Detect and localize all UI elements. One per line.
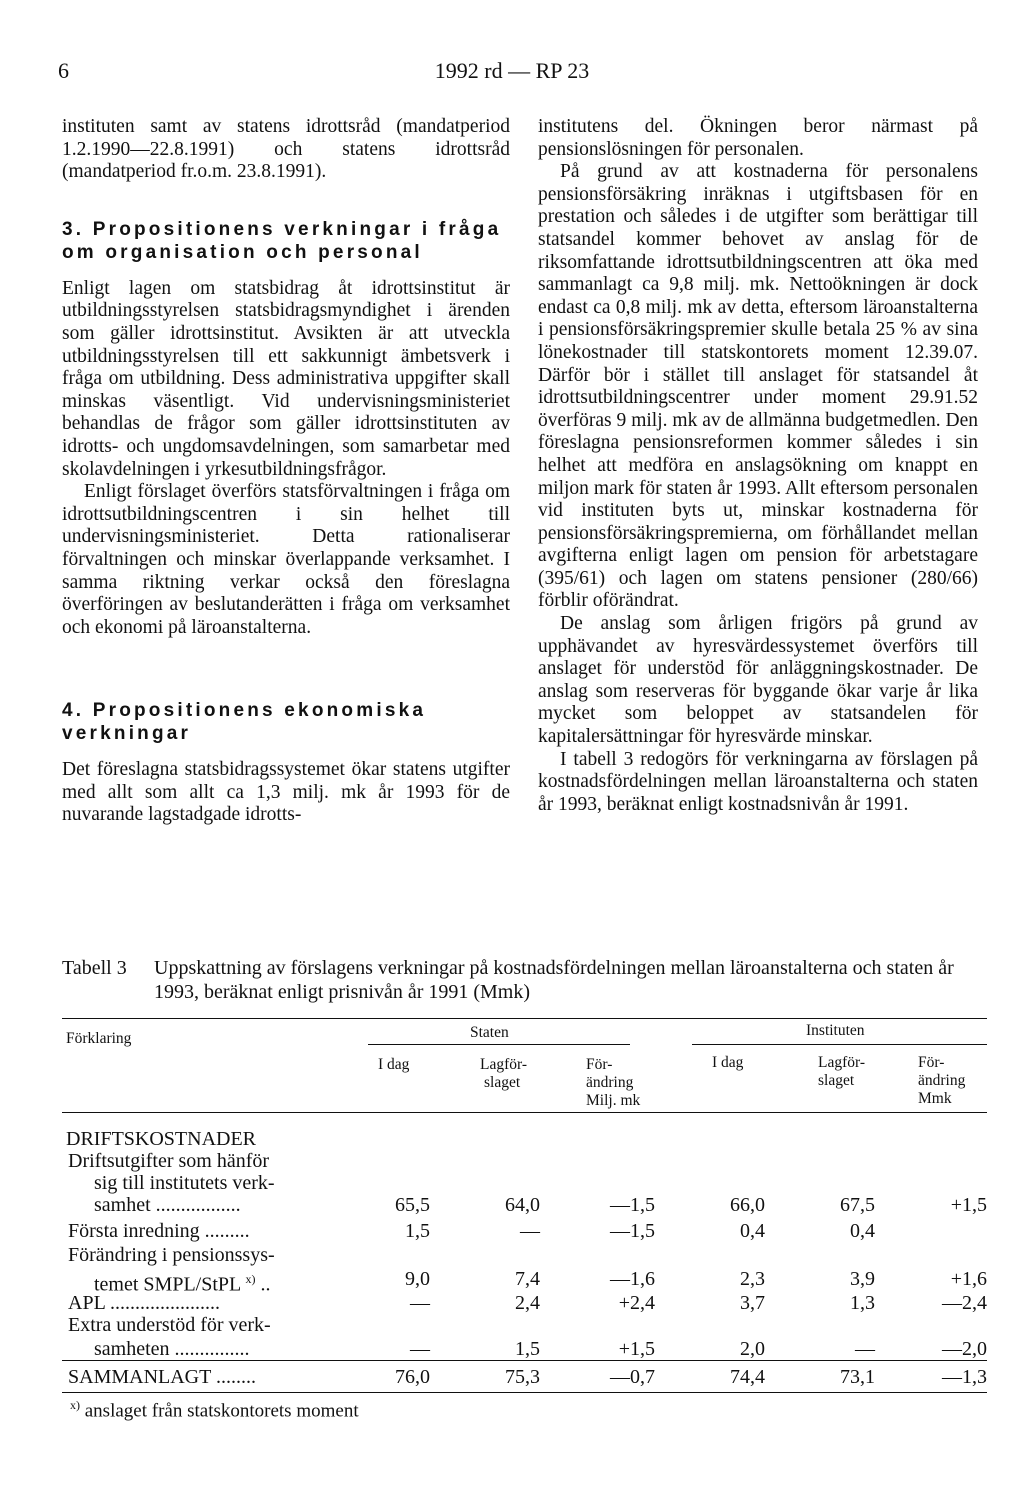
- instituten-lagforslaget-header-2: slaget: [818, 1072, 855, 1089]
- row3-label-dots: ..: [255, 1273, 271, 1296]
- staten-group-rule: [368, 1044, 630, 1045]
- row2-staten-forandring: —1,5: [610, 1220, 655, 1242]
- row3-staten-idag: 9,0: [405, 1268, 430, 1290]
- right-paragraph-3: De anslag som årligen frigörs på grund av upphävandet av hyresvärdessystemet överförs till anslaget för understöd för anläggningskostnader. De anslag som reserveras för byggande ökar varje år lika mycket som beloppet av statsandelen för kapitalersättningar för hyresvärde minskar.: [538, 613, 978, 748]
- row1-staten-lagforslaget: 64,0: [505, 1194, 540, 1216]
- table-caption-text: Uppskattning av förslagens verkningar på kostnadsfördelningen mellan läroanstalterna och staten år 1993, beräknat enligt prisnivån år 1991 (Mmk): [154, 957, 954, 1003]
- row3-staten-forandring: —1,6: [610, 1268, 655, 1290]
- row1-label-line3: samhet .................: [94, 1194, 241, 1216]
- footnote-marker: x): [245, 1272, 256, 1286]
- row5-inst-idag: 2,0: [740, 1338, 765, 1360]
- staten-forandring-header-1: För-: [586, 1056, 613, 1073]
- row1-label-line2: sig till institutets verk-: [94, 1172, 275, 1194]
- staten-forandring-header-2: ändring: [586, 1074, 634, 1091]
- row5-staten-idag: —: [410, 1338, 430, 1360]
- row4-inst-forandring: —2,4: [942, 1292, 987, 1314]
- row5-label-line1: Extra understöd för verk-: [68, 1314, 271, 1336]
- total-inst-forandring: —1,3: [942, 1366, 987, 1388]
- table-label: Tabell 3: [62, 957, 127, 979]
- row2-inst-idag: 0,4: [740, 1220, 765, 1242]
- row4-inst-lagforslaget: 1,3: [850, 1292, 875, 1314]
- right-paragraph-2: På grund av att kostnaderna för personalens pensionsförsäkring inräknas i utgiftsbasen för en prestation och således i de utgifter som berättigar till statsandel kommer behovet av anslag för de riksomfattande idrottsutbildningscentren att öka med sammanlagt ca 9,8 milj. mk. Nettoökningen är dock endast ca 0,8 milj. mk av detta, eftersom läroanstalterna i pensionsförsäkringspremier skulle betala 25 % av sina lönekostnader till statskontorets moment 12.39.07. Därför bör i stället till anslaget för statsandel åt idrottsutbildningscentrer under moment 29.91.52 överföras 9 milj. mk av de allmänna budgetmedlen. Den föreslagna pensionsreformen kommer således i sin helhet att medföra en anslagsökning om knappt en miljon mark för staten år 1993. Allt eftersom personalen vid instituten byts ut, minskar kostnaderna för pensionsförsäkringspremierna, om förhållandet mellan avgifterna enligt lagen om pension för arbetstagare (395/61) och lagen om statens pensioner (280/66) förblir oförändrat.: [538, 161, 978, 612]
- total-inst-lagforslaget: 73,1: [840, 1366, 875, 1388]
- total-staten-lagforslaget: 75,3: [505, 1366, 540, 1388]
- row1-inst-idag: 66,0: [730, 1194, 765, 1216]
- row1-staten-idag: 65,5: [395, 1194, 430, 1216]
- right-paragraph-4: I tabell 3 redogörs för verkningarna av förslagen på kostnadsfördelningen mellan läroanstalterna och staten år 1993, beräknat enligt kostnadsnivån år 1991.: [538, 748, 978, 815]
- row5-staten-lagforslaget: 1,5: [515, 1338, 540, 1360]
- row2-staten-lagforslaget: —: [520, 1220, 540, 1242]
- row1-label-line1: Driftsutgifter som hänför: [68, 1150, 270, 1172]
- instituten-forandring-header-1: För-: [918, 1054, 945, 1071]
- staten-idag-header: I dag: [378, 1056, 410, 1073]
- table-top-rule: [62, 1018, 987, 1019]
- col-header-forklaring: Förklaring: [66, 1030, 132, 1047]
- total-staten-idag: 76,0: [395, 1366, 430, 1388]
- staten-lagforslaget-header-2: slaget: [484, 1074, 521, 1091]
- row3-label-text: temet SMPL/StPL: [94, 1273, 241, 1296]
- instituten-idag-header: I dag: [712, 1054, 744, 1071]
- header-bottom-rule: [62, 1112, 987, 1113]
- instituten-unit-header: Mmk: [918, 1090, 952, 1107]
- section-4-paragraph-1: Det föreslagna statsbidragssystemet ökar statens utgifter med allt som allt ca 1,3 milj. mk år 1993 för de nuvarande lagstadgade idrotts-: [62, 759, 510, 826]
- row4-staten-idag: —: [410, 1292, 430, 1314]
- left-column: [62, 116, 510, 827]
- row5-inst-forandring: —2,0: [942, 1338, 987, 1360]
- row1-inst-lagforslaget: 67,5: [840, 1194, 875, 1216]
- row2-inst-lagforslaget: 0,4: [850, 1220, 875, 1242]
- row5-inst-lagforslaget: —: [855, 1338, 875, 1360]
- row4-label: APL ......................: [68, 1292, 221, 1314]
- staten-unit-header: Milj. mk: [586, 1092, 641, 1109]
- section-4-heading: 4. Propositionens ekonomiska verkningar: [62, 700, 427, 745]
- total-staten-forandring: —0,7: [610, 1366, 655, 1388]
- instituten-lagforslaget-header-1: Lagför-: [818, 1054, 866, 1071]
- table-section-title: DRIFTSKOSTNADER: [66, 1128, 257, 1150]
- row5-staten-forandring: +1,5: [618, 1338, 655, 1360]
- staten-lagforslaget-header-1: Lagför-: [480, 1056, 528, 1073]
- section-3-paragraph-2: Enligt förslaget överförs statsförvaltningen i fråga om idrottsutbildningscentren i sin helhet till undervisningsministeriet. Detta rationaliserar förvaltningen och minskar överlappande verksamhet. I samma riktning verkar också den föreslagna överföringen av beslutanderätten i fråga om verksamhet och ekonomi på läroanstalterna.: [62, 481, 510, 638]
- row3-inst-lagforslaget: 3,9: [850, 1268, 875, 1290]
- footnote-mark: x): [70, 1398, 80, 1412]
- page-number: 6: [58, 58, 69, 83]
- table-footnote: [70, 1398, 359, 1422]
- instituten-forandring-header-2: ändring: [918, 1072, 966, 1089]
- running-title: 1992 rd — RP 23: [434, 58, 590, 83]
- group-header-instituten: Instituten: [806, 1022, 865, 1039]
- total-inst-idag: 74,4: [730, 1366, 765, 1388]
- row5-label-line2: samheten ...............: [94, 1338, 250, 1360]
- row3-inst-forandring: +1,6: [950, 1268, 987, 1290]
- total-top-rule: [62, 1360, 987, 1361]
- row4-staten-forandring: +2,4: [618, 1292, 655, 1314]
- instituten-group-rule: [692, 1044, 987, 1045]
- right-paragraph-1: institutens del. Ökningen beror närmast på pensionslösningen för personalen.: [538, 116, 978, 160]
- row1-inst-forandring: +1,5: [950, 1194, 987, 1216]
- footnote-text: anslaget från statskontorets moment: [84, 1400, 359, 1422]
- row3-label-line1: Förändring i pensionssys-: [68, 1244, 275, 1266]
- right-column: [538, 116, 978, 816]
- row3-staten-lagforslaget: 7,4: [515, 1268, 540, 1290]
- row4-inst-idag: 3,7: [740, 1292, 765, 1314]
- intro-paragraph: instituten samt av statens idrottsråd (mandatperiod 1.2.1990—22.8.1991) och statens idrottsråd (mandatperiod fr.o.m. 23.8.1991).: [62, 116, 510, 183]
- total-label: SAMMANLAGT ........: [68, 1366, 256, 1388]
- section-3-heading: 3. Propositionens verkningar i fråga om organisation och personal: [62, 218, 502, 263]
- row2-label: Första inredning .........: [68, 1220, 250, 1242]
- row3-inst-idag: 2,3: [740, 1268, 765, 1290]
- row1-staten-forandring: —1,5: [610, 1194, 655, 1216]
- row2-staten-idag: 1,5: [405, 1220, 430, 1242]
- table-bottom-rule: [62, 1392, 987, 1393]
- row4-staten-lagforslaget: 2,4: [515, 1292, 540, 1314]
- group-header-staten: Staten: [470, 1024, 509, 1041]
- section-3-paragraph-1: Enligt lagen om statsbidrag åt idrottsinstitut är utbildningsstyrelsen statsbidragsmyndighet i ärenden som gäller idrottsinstitut. Avsikten är att utveckla utbildningsstyrelsen till ett sakkunnigt ämbetsverk i fråga om utbildning. Dess administrativa uppgifter skall minskas väsentligt. Vid undervisningsministeriet behandlas de frågor som gäller idrottsinstituten av idrotts- och ungdomsavdelningen, som samarbetar med skolavdelningen i yrkesutbildningsfrågor.: [62, 277, 510, 480]
